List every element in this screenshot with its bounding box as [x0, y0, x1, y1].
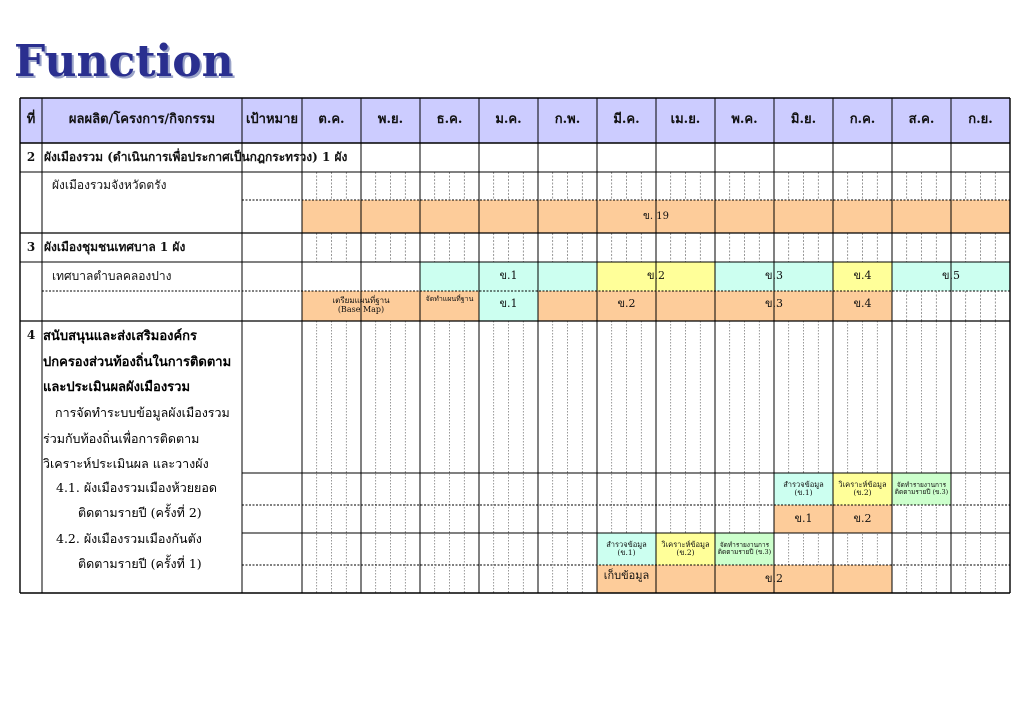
- section4-no: 4: [26, 328, 36, 343]
- bar-label-s4-1-report-line: ติดตามรายปี (ข.3): [894, 488, 949, 496]
- header-month: ม.ค.: [495, 112, 522, 128]
- bar-label-s4-2-collect: เก็บข้อมูล: [603, 568, 650, 582]
- section2-item: ผังเมืองรวมจังหวัดตรัง: [52, 178, 167, 193]
- bar-label-s4-2-analyze-line: วิเคราะห์ข้อมูล: [661, 539, 710, 549]
- header-month: ก.ค.: [849, 112, 876, 128]
- section4-title-line: ปกครองส่วนท้องถิ่นในการติดตาม: [43, 354, 232, 370]
- section3-title: ผังเมืองชุมชนเทศบาล 1 ผัง: [44, 239, 186, 254]
- bar-label-s4-1-report: [892, 473, 951, 505]
- bar-label-s4-2-analyze-line: (ข.2): [676, 548, 695, 557]
- header-target: เป้าหมาย: [245, 112, 299, 128]
- section2-title: ผังเมืองรวม (ดำเนินการเพื่อประกาศเป็นกฎกระทรวง) 1 ผัง: [44, 149, 348, 164]
- bar-label-make-map: จัดทำแผนที่ฐาน: [425, 295, 474, 304]
- bar-label-s4-1-b1: ข.1: [794, 511, 813, 525]
- bar-label-s3-r2: ข.1: [499, 296, 518, 310]
- bar-label-s3-r1: ข.4: [853, 269, 872, 283]
- bar-label-s3-r1: ข.1: [499, 269, 518, 283]
- bar-label-s4-1-survey-line: สำรวจข้อมูล: [783, 479, 824, 489]
- header-month: ก.พ.: [554, 112, 581, 128]
- bar-label-s4-1-analyze-line: วิเคราะห์ข้อมูล: [838, 479, 887, 489]
- header-month: ต.ค.: [318, 112, 345, 128]
- bar-label-s4-1-report-line: จัดทำรายงานการ: [896, 480, 947, 489]
- header-month: มี.ค.: [613, 112, 640, 128]
- section4-desc-line: วิเคราะห์ประเมินผล และวางผัง: [43, 456, 209, 471]
- header-month: ส.ค.: [908, 112, 935, 128]
- header-month: เม.ย.: [670, 112, 701, 128]
- section4-desc: [43, 400, 230, 477]
- bar-label-s3-r2: ข.2: [617, 296, 636, 310]
- bar-label-s4-1-survey: [774, 473, 833, 505]
- section4-title: [43, 324, 231, 401]
- section3-no: 3: [26, 239, 36, 254]
- bar-label-s4-2-analyze: [656, 533, 715, 565]
- section4-title-line: สนับสนุนและส่งเสริมองค์กร: [43, 329, 198, 344]
- bar-label-s3-r2: ข.4: [853, 296, 872, 310]
- bar-label-s4-2-survey-line: สำรวจข้อมูล: [606, 539, 647, 549]
- bar-label-s3-r1: ข.2: [646, 269, 665, 283]
- section2-no: 2: [26, 149, 36, 164]
- bar-label-prep: [302, 291, 420, 321]
- section4-item1_lines: [56, 475, 217, 525]
- section4-item2_lines: [56, 526, 202, 576]
- bar-label-b19: ข. 19: [643, 211, 669, 222]
- bar-label-s4-1-analyze: [833, 473, 892, 505]
- bar-label-s4-1-b2: ข.2: [853, 511, 872, 525]
- header-month: มิ.ย.: [790, 112, 817, 128]
- section4-item-line: 4.1. ผังเมืองรวมเมืองห้วยยอด: [56, 480, 218, 495]
- bar-label-prep-line: (Base Map): [337, 305, 385, 314]
- bar-label-s4-2-report-line: จัดทำรายงานการ: [719, 540, 770, 549]
- bar-label-s4-2-survey: [597, 533, 656, 565]
- header-month: ก.ย.: [968, 112, 993, 128]
- bar-label-prep-line: เตรียมแผนที่ฐาน: [332, 296, 390, 306]
- section4-title-line: และประเมินผลผังเมืองรวม: [43, 380, 191, 395]
- section4-item-line: 4.2. ผังเมืองรวมเมืองกันตัง: [56, 531, 202, 546]
- section4-desc-line: การจัดทำระบบข้อมูลผังเมืองรวม: [55, 405, 230, 420]
- page-title: Function: [14, 36, 234, 87]
- header-no: ที่: [26, 112, 36, 128]
- section4-item-line: ติดตามรายปี (ครั้งที่ 2): [78, 505, 202, 520]
- bar-label-s3-r2: ข.3: [764, 296, 783, 310]
- bar-label-s3-r1: ข.5: [941, 269, 960, 283]
- section4-item-line: ติดตามรายปี (ครั้งที่ 1): [78, 556, 202, 571]
- section4-desc-line: ร่วมกับท้องถิ่นเพื่อการติดตาม: [43, 430, 200, 446]
- header-month: ธ.ค.: [436, 112, 463, 128]
- bar-label-s4-2-report: [715, 533, 774, 565]
- header-product: ผลผลิต/โครงการ/กิจกรรม: [68, 112, 216, 128]
- bar-label-s4-2-b2: ข.2: [764, 571, 783, 585]
- header-month: พ.ค.: [731, 112, 758, 128]
- section3-item: เทศบาลตำบลคลองปาง: [52, 268, 172, 283]
- bar-label-s4-2-report-line: ติดตามรายปี (ข.3): [717, 548, 772, 556]
- bar-label-s4-2-survey-line: (ข.1): [617, 548, 636, 557]
- bar-label-s3-r1: ข.3: [764, 269, 783, 283]
- bar-label-s4-1-survey-line: (ข.1): [794, 488, 813, 497]
- bar-label-s4-1-analyze-line: (ข.2): [853, 488, 872, 497]
- header-month: พ.ย.: [377, 112, 404, 128]
